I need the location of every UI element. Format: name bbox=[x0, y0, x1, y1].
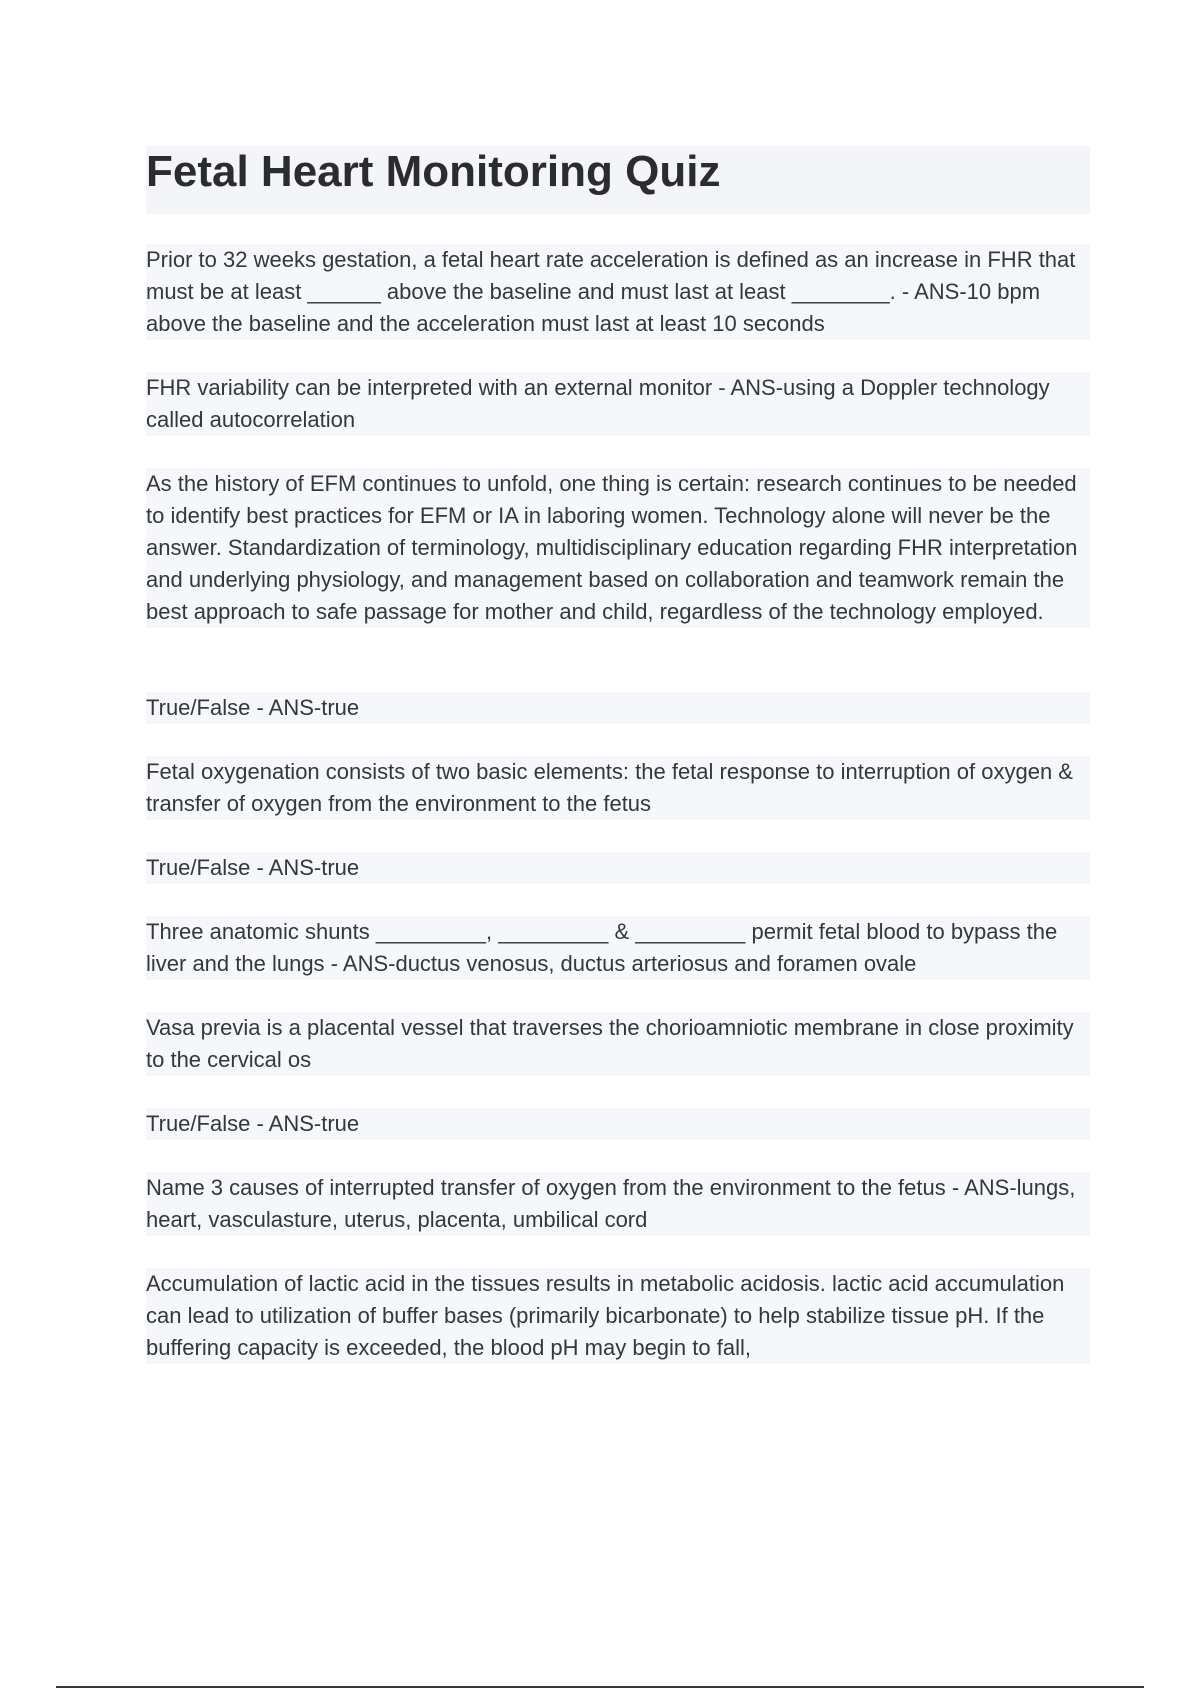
paragraph-gap bbox=[146, 628, 1090, 692]
paragraph-gap bbox=[146, 884, 1090, 916]
paragraph-gap bbox=[146, 1076, 1090, 1108]
paragraph-6: True/False - ANS-true bbox=[146, 852, 1090, 884]
paragraph-2: FHR variability can be interpreted with an external monitor - ANS-using a Doppler technology called autocorrelation bbox=[146, 372, 1090, 436]
paragraph-4: True/False - ANS-true bbox=[146, 692, 1090, 724]
footer-divider bbox=[56, 1686, 1144, 1688]
paragraph-8: Vasa previa is a placental vessel that traverses the chorioamniotic membrane in close proximity to the cervical os bbox=[146, 1012, 1090, 1076]
document-body bbox=[146, 244, 1090, 1364]
paragraph-gap bbox=[146, 724, 1090, 756]
paragraph-gap bbox=[146, 436, 1090, 468]
paragraph-5: Fetal oxygenation consists of two basic elements: the fetal response to interruption of oxygen & transfer of oxygen from the environment to the fetus bbox=[146, 756, 1090, 820]
page-title: Fetal Heart Monitoring Quiz bbox=[146, 147, 721, 196]
paragraph-gap bbox=[146, 820, 1090, 852]
paragraph-10: Name 3 causes of interrupted transfer of oxygen from the environment to the fetus - ANS-lungs, heart, vasculasture, uterus, placenta, umbilical cord bbox=[146, 1172, 1090, 1236]
paragraph-3: As the history of EFM continues to unfold, one thing is certain: research continues to be needed to identify best practices for EFM or IA in laboring women. Technology alone will never be the answer. Standardization of terminology, multidisciplinary education regarding FHR interpretation and underlying physiology, and management based on collaboration and teamwork remain the best approach to safe passage for mother and child, regardless of the technology employed. bbox=[146, 468, 1090, 628]
paragraph-gap bbox=[146, 1140, 1090, 1172]
paragraph-gap bbox=[146, 340, 1090, 372]
paragraph-gap bbox=[146, 980, 1090, 1012]
paragraph-7: Three anatomic shunts _________, _________ & _________ permit fetal blood to bypass the liver and the lungs - ANS-ductus venosus, ductus arteriosus and foramen ovale bbox=[146, 916, 1090, 980]
paragraph-9: True/False - ANS-true bbox=[146, 1108, 1090, 1140]
paragraph-1: Prior to 32 weeks gestation, a fetal heart rate acceleration is defined as an increase in FHR that must be at least ______ above the baseline and must last at least ________. - ANS-10 bpm above the baseline and the acceleration must last at least 10 seconds bbox=[146, 244, 1090, 340]
paragraph-11: Accumulation of lactic acid in the tissues results in metabolic acidosis. lactic acid accumulation can lead to utilization of buffer bases (primarily bicarbonate) to help stabilize tissue pH. If the buffering capacity is exceeded, the blood pH may begin to fall, bbox=[146, 1268, 1090, 1364]
paragraph-gap bbox=[146, 1236, 1090, 1268]
